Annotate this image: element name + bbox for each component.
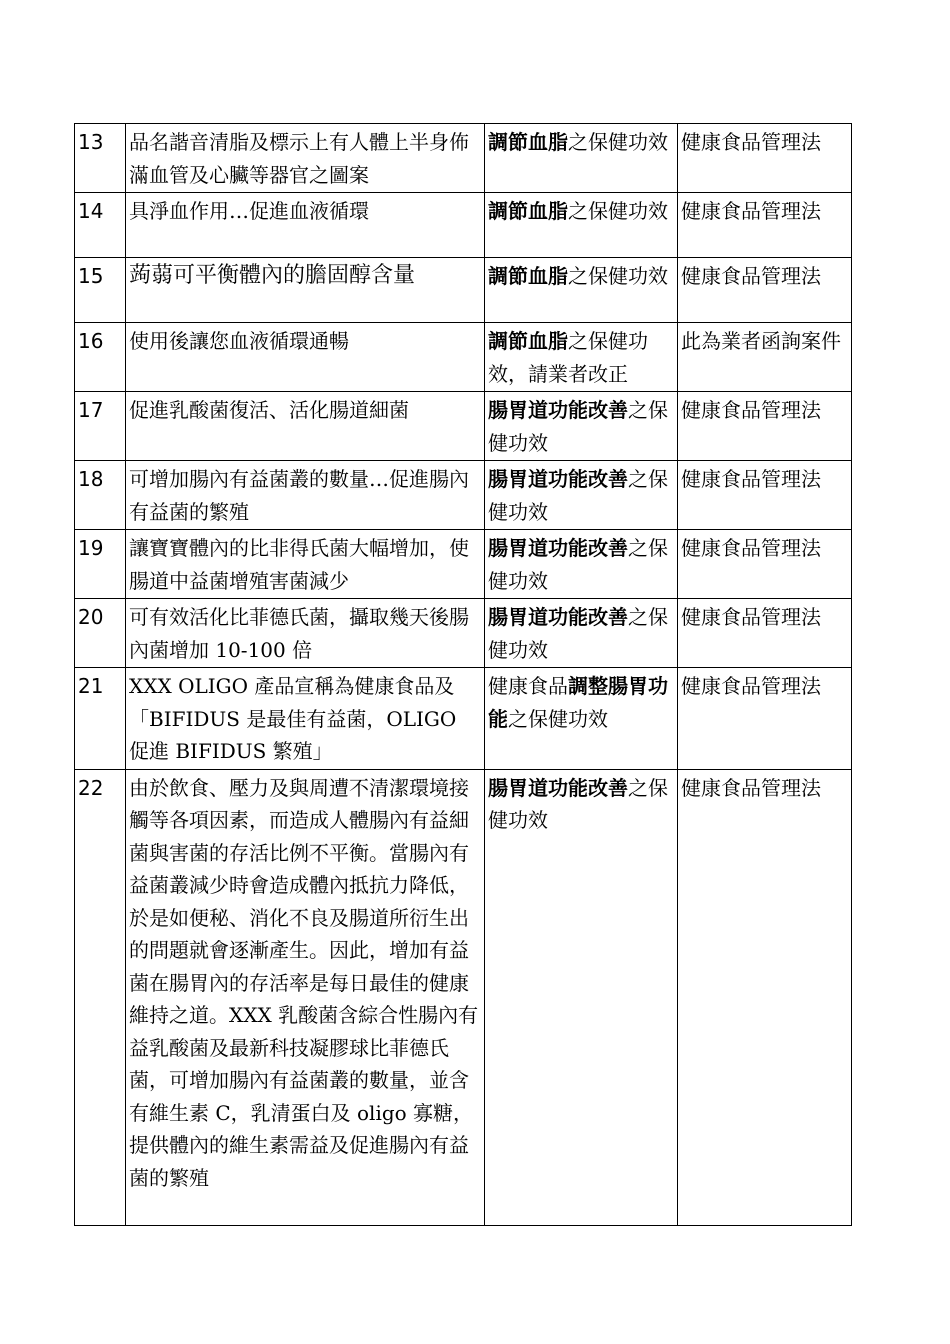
applicable-law: 健康食品管理法 [678,599,852,668]
applicable-law: 健康食品管理法 [678,769,852,1225]
claim-description: 使用後讓您血液循環通暢 [126,323,485,392]
effect-suffix: 之保健功效，請業者改正 [488,329,648,386]
row-number: 16 [75,323,126,392]
effect-emphasis: 腸胃道功能改善 [488,398,628,422]
table-row [75,323,852,392]
table-row [75,530,852,599]
effect-suffix: 之保健功效 [508,706,608,731]
claim-description: XXX OLIGO 產品宣稱為健康食品及「BIFIDUS 是最佳有益菌，OLIGO 促進 BIFIDUS 繁殖」 [126,668,485,770]
effect-suffix: 之保健功效 [488,398,668,455]
claim-description: 可有效活化比菲德氏菌，攝取幾天後腸內菌增加 10-100 倍 [126,599,485,668]
claim-description: 讓寶寶體內的比非得氏菌大幅增加，使腸道中益菌增殖害菌減少 [126,530,485,599]
claim-description: 可增加腸內有益菌叢的數量…促進腸內有益菌的繁殖 [126,461,485,530]
applicable-law: 健康食品管理法 [678,193,852,258]
applicable-law: 健康食品管理法 [678,530,852,599]
table-row [75,599,852,668]
table-row [75,392,852,461]
effect-suffix: 之保健功效 [568,130,668,154]
applicable-law: 健康食品管理法 [678,124,852,193]
effect-suffix: 之保健功效 [568,264,668,288]
claim-description: 具淨血作用…促進血液循環 [126,193,485,258]
row-number: 17 [75,392,126,461]
effect-emphasis: 調節血脂 [488,329,568,353]
effect-emphasis: 調節血脂 [488,199,568,223]
row-number: 14 [75,193,126,258]
effect-suffix: 之保健功效 [488,605,668,662]
table-row [75,124,852,193]
row-number: 15 [75,258,126,323]
effect-emphasis: 腸胃道功能改善 [488,536,628,560]
health-effect [485,530,678,599]
row-number: 19 [75,530,126,599]
table-row [75,258,852,323]
health-effect [485,193,678,258]
table-row [75,193,852,258]
claim-description: 品名諧音清脂及標示上有人體上半身佈滿血管及心臟等器官之圖案 [126,124,485,193]
health-effect [485,258,678,323]
effect-emphasis: 調節血脂 [488,130,568,154]
row-number: 13 [75,124,126,193]
table-row [75,461,852,530]
row-number: 21 [75,668,126,770]
effect-suffix: 之保健功效 [488,536,668,593]
health-effect [485,323,678,392]
effect-prefix: 健康食品 [488,674,568,698]
applicable-law: 健康食品管理法 [678,258,852,323]
applicable-law: 健康食品管理法 [678,668,852,770]
effect-emphasis: 調節血脂 [488,264,568,288]
health-effect [485,769,678,1225]
health-effect [485,599,678,668]
table-row [75,769,852,1225]
violation-table [74,123,852,1226]
claim-description: 蒟蒻可平衡體內的膽固醇含量 [126,258,485,323]
effect-suffix: 之保健功效 [488,775,668,832]
health-effect [485,392,678,461]
claim-description: 由於飲食、壓力及與周遭不清潔環境接觸等各項因素，而造成人體腸內有益細菌與害菌的存活比例不平衡。當腸內有益菌叢減少時會造成體內抵抗力降低，於是如便秘、消化不良及腸道所衍生出的問題就會逐漸產生。因此，增加有益菌在腸胃內的存活率是每日最佳的健康維持之道。XXX 乳酸菌含綜合性腸內有益乳酸菌及最新科技凝膠球比菲德氏菌，可增加腸內有益菌叢的數量，並含有維生素 C，乳清蛋白及 oligo 寡糖，提供體內的維生素需益及促進腸內有益菌的繁殖 [126,769,485,1225]
row-number: 18 [75,461,126,530]
row-number: 20 [75,599,126,668]
effect-emphasis: 腸胃道功能改善 [488,467,628,491]
effect-emphasis: 腸胃道功能改善 [488,775,628,800]
table-row [75,668,852,770]
health-effect [485,668,678,770]
effect-suffix: 之保健功效 [488,467,668,524]
health-effect [485,461,678,530]
applicable-law: 健康食品管理法 [678,461,852,530]
effect-emphasis: 調整腸胃功能 [488,674,668,731]
effect-emphasis: 腸胃道功能改善 [488,605,628,629]
applicable-law: 此為業者函詢案件 [678,323,852,392]
claim-description: 促進乳酸菌復活、活化腸道細菌 [126,392,485,461]
effect-suffix: 之保健功效 [568,199,668,223]
applicable-law: 健康食品管理法 [678,392,852,461]
health-effect [485,124,678,193]
row-number: 22 [75,769,126,1225]
